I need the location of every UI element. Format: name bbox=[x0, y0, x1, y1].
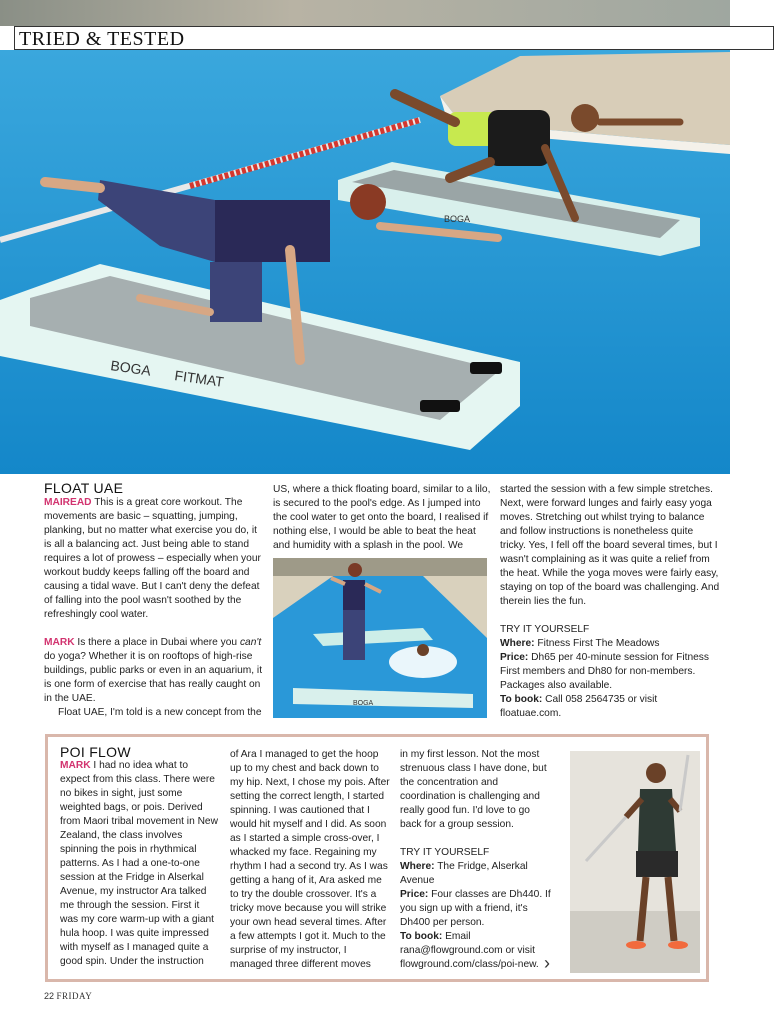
poi-photo bbox=[570, 751, 700, 973]
poi-price-label: Price: bbox=[400, 889, 429, 900]
svg-text:BOGA: BOGA bbox=[353, 700, 374, 707]
poi-try-heading: TRY IT YOURSELF bbox=[400, 847, 490, 858]
poi-column-3 bbox=[400, 748, 552, 972]
float-heading: FLOAT UAE bbox=[44, 480, 124, 496]
float-column-1 bbox=[44, 481, 264, 720]
magazine-name: FRIDAY bbox=[56, 991, 93, 1001]
poi-price-value: Four classes are Dh440. If you sign up with a friend, it's Dh400 per person. bbox=[400, 889, 551, 928]
poi-column-2 bbox=[230, 748, 390, 972]
svg-text:BOGA: BOGA bbox=[444, 214, 471, 224]
mark-text-b: do yoga? Whether it is on rooftops of high-rise buildings, public parks or even in an aquarium, it is one form of exercise that has really caught on in the UAE. bbox=[44, 651, 263, 704]
mark-text-a: Is there a place in Dubai where you bbox=[77, 637, 238, 648]
float-column-3 bbox=[500, 483, 720, 721]
float-try-heading: TRY IT YOURSELF bbox=[500, 624, 590, 635]
poi-mark-byline: MARK bbox=[60, 760, 91, 771]
continue-arrow-icon: › bbox=[544, 953, 550, 973]
poi-where-label: Where: bbox=[400, 861, 435, 872]
page-number: 22 bbox=[44, 991, 55, 1001]
mark-text-c: Float UAE, I'm told is a new concept from the bbox=[58, 707, 262, 718]
float-book-value: Call 058 2564735 or visit floatuae.com. bbox=[500, 694, 658, 719]
poi-where-value: The Fridge, Alserkal Avenue bbox=[400, 861, 528, 886]
mairead-byline: MAIREAD bbox=[44, 497, 92, 508]
mark-text-em: can't bbox=[239, 637, 262, 648]
top-photo-strip bbox=[0, 0, 730, 26]
mark-byline: MARK bbox=[44, 637, 75, 648]
float-price-value: Dh65 per 40-minute session for Fitness First members and Dh80 for non-members. Packages also available. bbox=[500, 652, 709, 691]
poi-heading: POI FLOW bbox=[60, 744, 131, 760]
section-title: TRIED & TESTED bbox=[19, 28, 185, 50]
float-col3-text: started the session with a few simple stretches. Next, were forward lunges and fairly easy yoga moves. Stretching out whilst trying to balance and follow instructions is nonetheless quite tricky. Yes, I fell off the board several times, but I wasn't complaining as it was quite a relief from the heat. While the yoga moves were fairly easy, staying on top of the board was challenging. And therein lies the fun. bbox=[500, 484, 720, 607]
float-book-label: To book: bbox=[500, 694, 543, 705]
poi-column-1 bbox=[60, 745, 220, 969]
section-header bbox=[14, 26, 774, 50]
float-column-2 bbox=[273, 483, 491, 553]
poi-col3-text: in my first lesson. Not the most strenuous class I have done, but the concentration and coordination is challenging and really good fun. I'd love to go back for a group session. bbox=[400, 749, 547, 830]
poi-book-label: To book: bbox=[400, 931, 443, 942]
poi-col1-text: I had no idea what to expect from this class. There were no bikes in sight, just some weighted bags, or pois. Derived from Maori tribal movement in New Zealand, the class involves spinning the pois in rhythmical patterns. As I had a one-to-one session at the Fridge in Alserkal Avenue, my instructor Ara talked me through the session. First it was my core warm-up with a giant hula hoop. I was quite impressed with myself as I managed quite a good spin. Under the instruction bbox=[60, 760, 218, 967]
pool-photo-small bbox=[273, 558, 487, 718]
svg-text:BOGA: BOGA bbox=[109, 357, 152, 379]
mairead-text: This is a great core workout. The movements are basic – squatting, jumping, planking, but no matter what exercise you do, it is all a balancing act. Just being able to stand requires a lot of prowess – especially when your workout buddy keeps falling off the board and causing a tidal wave. But I can't deny the defeat of falling into the pool wasn't soothed by the refreshingly cool water. bbox=[44, 497, 261, 620]
page-footer bbox=[44, 991, 92, 1001]
hero-photo bbox=[0, 50, 730, 474]
float-price-label: Price: bbox=[500, 652, 529, 663]
svg-text:FITMAT: FITMAT bbox=[173, 367, 225, 390]
poi-book-value: Email rana@flowground.com or visit flowground.com/class/poi-new. bbox=[400, 931, 539, 970]
float-where-label: Where: bbox=[500, 638, 535, 649]
float-col2-text: US, where a thick floating board, similar to a lilo, is secured to the pool's edge. As I jumped into the cool water to get onto the board, I realised if nothing else, I would be able to beat the heat and humidity with a splash in the pool. We bbox=[273, 484, 491, 551]
poi-col2-text: of Ara I managed to get the hoop up to my chest and back down to my hip. Next, I chose my pois. After setting the correct length, I started spinning. I was cautioned that I would hit myself and I did. As soon as I started a simple cross-over, I whacked my face. Regaining my rhythm I had a second try. As I was getting a hang of it, Ara asked me to try the double crossover. It's a tricky move because you will strike your own head several times. After a few attempts I got it. Much to the surprise of my instructor, I managed three different moves bbox=[230, 749, 390, 970]
float-where-value: Fitness First The Meadows bbox=[537, 638, 660, 649]
